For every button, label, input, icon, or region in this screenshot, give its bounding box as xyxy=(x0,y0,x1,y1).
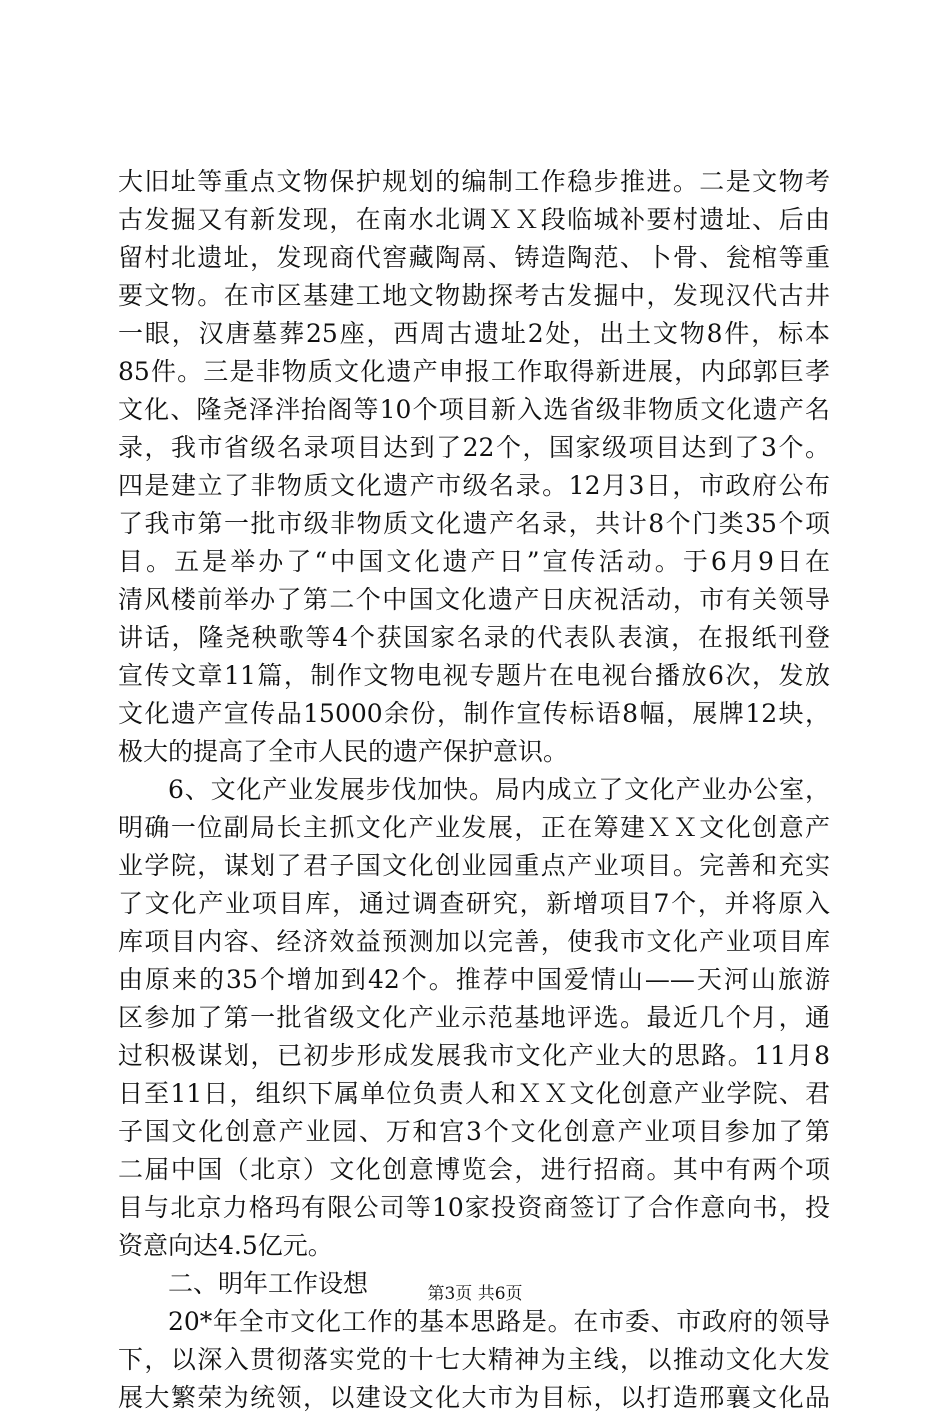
text-line: 子国文化创意产业园、万和宫3个文化创意产业项目参加了第 xyxy=(118,1117,830,1146)
text-line: 区参加了第一批省级文化产业示范基地评选。最近几个月，通 xyxy=(118,1003,830,1032)
text-line: 一眼，汉唐墓葬25座，西周古遗址2处，出土文物8件，标本 xyxy=(118,319,830,348)
text-line: 目。五是举办了“中国文化遗产日”宣传活动。于6月9日在 xyxy=(118,547,830,576)
text-line: 过积极谋划，已初步形成发展我市文化产业大的思路。11月8 xyxy=(118,1041,830,1070)
text-line: 由原来的35个增加到42个。推荐中国爱情山——天河山旅游 xyxy=(118,965,830,994)
text-line: 极大的提高了全市人民的遗产保护意识。 xyxy=(118,737,569,766)
text-line: 展大繁荣为统领，以建设文化大市为目标，以打造邢襄文化品 xyxy=(118,1383,830,1412)
text-line: 日至11日，组织下属单位负责人和ＸＸ文化创意产业学院、君 xyxy=(118,1079,830,1108)
text-line: 古发掘又有新发现，在南水北调ＸＸ段临城补要村遗址、后由 xyxy=(118,205,830,234)
paragraph-start-line: 6、文化产业发展步伐加快。局内成立了文化产业办公室， xyxy=(168,775,830,804)
text-line: 留村北遗址，发现商代窖藏陶鬲、铸造陶范、卜骨、瓮棺等重 xyxy=(118,243,830,272)
text-line: 资意向达4.5亿元。 xyxy=(118,1231,333,1260)
text-line: 大旧址等重点文物保护规划的编制工作稳步推进。二是文物考 xyxy=(118,167,830,196)
page-footer xyxy=(0,1283,950,1305)
text-line: 85件。三是非物质文化遗产申报工作取得新进展，内邱郭巨孝 xyxy=(118,357,830,386)
document-body xyxy=(118,163,830,1417)
text-line: 目与北京力格玛有限公司等10家投资商签订了合作意向书，投 xyxy=(118,1193,830,1222)
paragraph-start-line: 20*年全市文化工作的基本思路是。在市委、市政府的领导 xyxy=(168,1307,830,1336)
text-line: 录，我市省级名录项目达到了22个，国家级项目达到了3个。 xyxy=(118,433,830,462)
text-line: 要文物。在市区基建工地文物勘探考古发掘中，发现汉代古井 xyxy=(118,281,830,310)
text-line: 了文化产业项目库，通过调查研究，新增项目7个，并将原入 xyxy=(118,889,830,918)
text-line: 了我市第一批市级非物质文化遗产名录，共计8个门类35个项 xyxy=(118,509,830,538)
text-line: 明确一位副局长主抓文化产业发展，正在筹建ＸＸ文化创意产 xyxy=(118,813,830,842)
text-line: 清风楼前举办了第二个中国文化遗产日庆祝活动，市有关领导 xyxy=(118,585,830,614)
text-line: 业学院，谋划了君子国文化创业园重点产业项目。完善和充实 xyxy=(118,851,830,880)
text-line: 下，以深入贯彻落实党的十七大精神为主线，以推动文化大发 xyxy=(118,1345,830,1374)
text-line: 四是建立了非物质文化遗产市级名录。12月3日，市政府公布 xyxy=(118,471,830,500)
section-heading: 二、明年工作设想 xyxy=(168,1269,369,1298)
page-number-label: 第3页 共6页 xyxy=(427,1284,523,1304)
text-line: 库项目内容、经济效益预测加以完善，使我市文化产业项目库 xyxy=(118,927,830,956)
text-line: 宣传文章11篇，制作文物电视专题片在电视台播放6次，发放 xyxy=(118,661,830,690)
text-line: 二届中国（北京）文化创意博览会，进行招商。其中有两个项 xyxy=(118,1155,830,1184)
text-line: 讲话，隆尧秧歌等4个获国家名录的代表队表演，在报纸刊登 xyxy=(118,623,830,652)
text-line: 文化、隆尧泽泮抬阁等10个项目新入选省级非物质文化遗产名 xyxy=(118,395,830,424)
text-line: 文化遗产宣传品15000余份，制作宣传标语8幅，展牌12块， xyxy=(118,699,830,728)
